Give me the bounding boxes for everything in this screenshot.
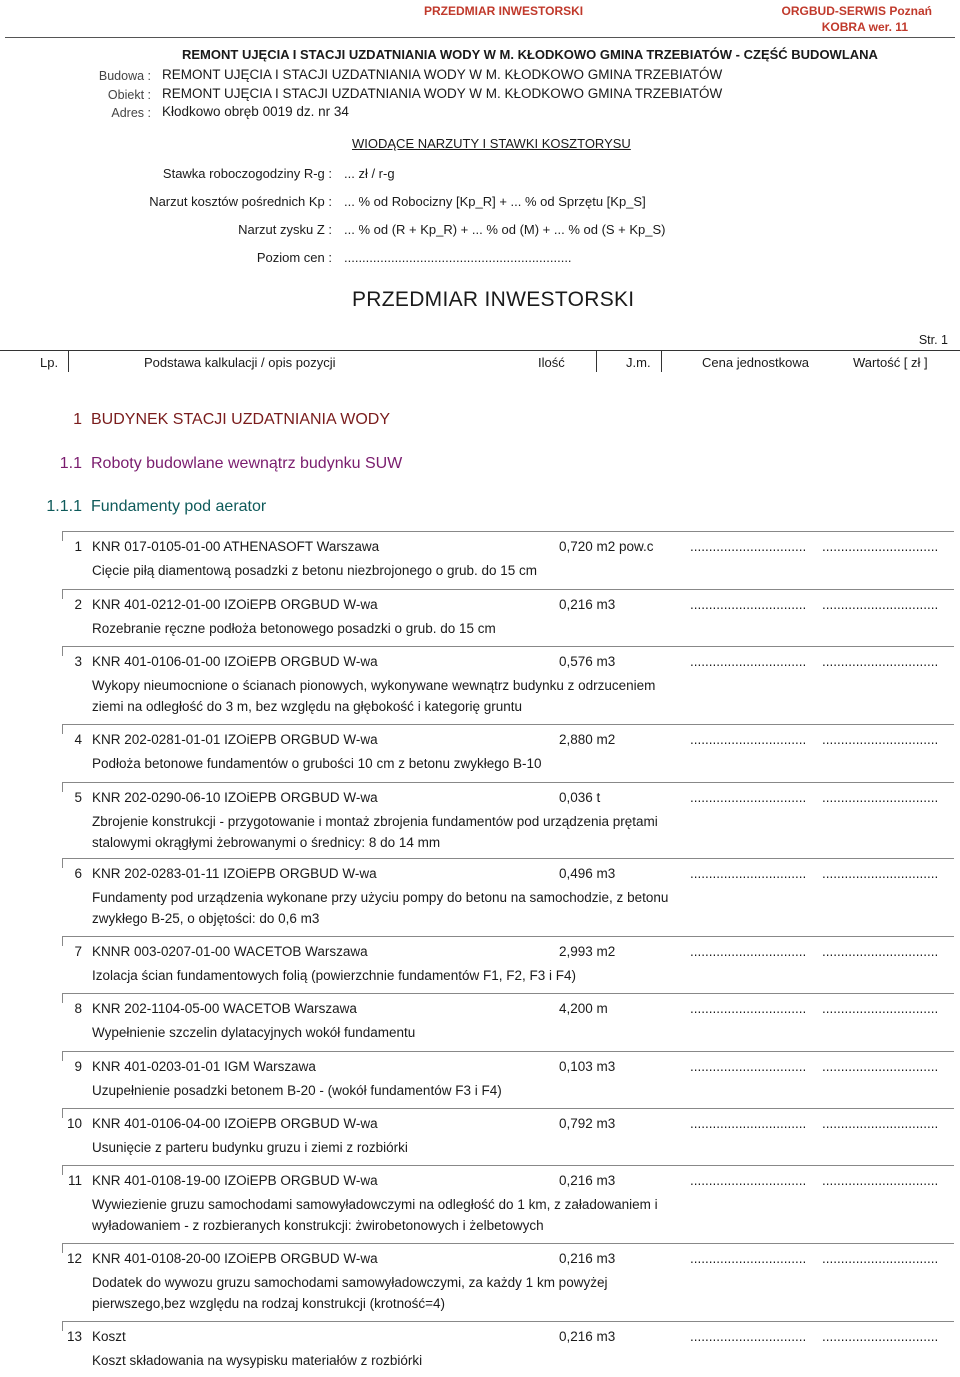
item-description: ziemi na odległość do 3 m, bez względu na głębokość i kategorię gruntu (92, 699, 523, 714)
rates-heading: WIODĄCE NARZUTY I STAWKI KOSZTORYSU (352, 136, 631, 151)
obiekt-label: Obiekt : (107, 88, 151, 102)
item-separator (62, 1051, 954, 1052)
item-quantity: 0,496 m3 (559, 866, 616, 881)
item-unit-price: ............................... (690, 654, 807, 669)
item-quantity: 4,200 m (559, 1001, 608, 1016)
header-divider (5, 37, 955, 38)
adres-label: Adres : (111, 106, 151, 120)
col-qty: Ilość (538, 355, 565, 370)
item-code: KNR 401-0203-01-01 IGM Warszawa (92, 1059, 316, 1074)
item-unit-price: ............................... (690, 866, 807, 881)
document-title: REMONT UJĘCIA I STACJI UZDATNIANIA WODY W M. KŁODKOWO GMINA TRZEBIATÓW - CZĘŚĆ BUDOWLANA (182, 47, 878, 62)
obiekt-value: REMONT UJĘCIA I STACJI UZDATNIANIA WODY W M. KŁODKOWO GMINA TRZEBIATÓW (162, 86, 723, 101)
company-name: ORGBUD-SERWIS Poznań (781, 4, 932, 18)
item-number: 4 (74, 732, 82, 747)
item-quantity: 0,216 m3 (559, 597, 616, 612)
item-value: ............................... (822, 1116, 939, 1131)
item-code: KNR 401-0106-04-00 IZOiEPB ORGBUD W-wa (92, 1116, 378, 1131)
item-code: KNR 017-0105-01-00 ATHENASOFT Warszawa (92, 539, 380, 554)
item-separator (62, 724, 954, 725)
item-value: ............................... (822, 539, 939, 554)
item-value: ............................... (822, 597, 939, 612)
item-description: Wywiezienie gruzu samochodami samowyładowczymi na odległość do 1 km, z załadowaniem i (92, 1197, 658, 1212)
item-separator (62, 1108, 954, 1109)
item-description: Usunięcie z parteru budynku gruzu i ziemi z rozbiórki (92, 1140, 408, 1155)
rate-kp-label: Narzut kosztów pośrednich Kp : (149, 194, 332, 209)
item-code: KNR 401-0212-01-00 IZOiEPB ORGBUD W-wa (92, 597, 378, 612)
item-separator (62, 858, 954, 859)
item-unit-price: ............................... (690, 1116, 807, 1131)
item-description: Rozebranie ręczne podłoża betonowego posadzki o grub. do 15 cm (92, 621, 496, 636)
item-quantity: 0,216 m3 (559, 1173, 616, 1188)
item-quantity: 0,720 m2 pow.c (559, 539, 654, 554)
item-quantity: 2,880 m2 (559, 732, 616, 747)
item-description: Zbrojenie konstrukcji - przygotowanie i montaż zbrojenia fundamentów pod urządzenia prętami (92, 814, 658, 829)
main-title: PRZEDMIAR INWESTORSKI (352, 288, 635, 311)
item-description: Koszt składowania na wysypisku materiałów z rozbiórki (92, 1353, 423, 1368)
rate-rg-value: ... zł / r-g (344, 166, 395, 181)
item-description: Podłoża betonowe fundamentów o grubości 10 cm z betonu zwykłego B-10 (92, 756, 542, 771)
col-basis: Podstawa kalkulacji / opis pozycji (144, 355, 336, 370)
item-number: 1 (74, 539, 82, 554)
col-value: Wartość [ zł ] (853, 355, 928, 370)
price-level-label: Poziom cen : (256, 250, 332, 265)
item-value: ............................... (822, 866, 939, 881)
item-unit-price: ............................... (690, 790, 807, 805)
item-unit-price: ............................... (690, 1251, 807, 1266)
item-code: KNR 202-0290-06-10 IZOiEPB ORGBUD W-wa (92, 790, 378, 805)
item-value: ............................... (822, 1251, 939, 1266)
item-description: Wypełnienie szczelin dylatacyjnych wokół fundamentu (92, 1025, 416, 1040)
item-separator (62, 936, 954, 937)
item-value: ............................... (822, 1329, 939, 1344)
item-value: ............................... (822, 732, 939, 747)
item-description: Izolacja ścian fundamentowych folią (powierzchnie fundamentów F1, F2, F3 i F4) (92, 968, 576, 983)
item-separator (62, 1321, 954, 1322)
item-separator (62, 589, 954, 590)
item-unit-price: ............................... (690, 1059, 807, 1074)
rate-z-label: Narzut zysku Z : (238, 222, 332, 237)
item-unit-price: ............................... (690, 732, 807, 747)
rate-kp-value: ... % od Robocizny [Kp_R] + ... % od Sprzętu [Kp_S] (344, 194, 646, 209)
item-number: 7 (74, 944, 82, 959)
item-number: 9 (74, 1059, 82, 1074)
item-quantity: 2,993 m2 (559, 944, 616, 959)
section-1-number: 1 (73, 411, 82, 428)
item-code: KNR 401-0108-20-00 IZOiEPB ORGBUD W-wa (92, 1251, 378, 1266)
item-description: Fundamenty pod urządzenia wykonane przy użyciu pompy do betonu na samochodzie, z betonu (92, 890, 669, 905)
item-value: ............................... (822, 654, 939, 669)
item-quantity: 0,216 m3 (559, 1329, 616, 1344)
doc-type-header: PRZEDMIAR INWESTORSKI (424, 4, 584, 18)
item-number: 13 (66, 1329, 82, 1344)
item-unit-price: ............................... (690, 597, 807, 612)
item-quantity: 0,576 m3 (559, 654, 616, 669)
budowa-label: Budowa : (98, 69, 151, 83)
item-unit-price: ............................... (690, 1173, 807, 1188)
item-number: 3 (74, 654, 82, 669)
col-lp: Lp. (40, 355, 59, 370)
item-value: ............................... (822, 790, 939, 805)
section-3-number: 1.1.1 (46, 498, 82, 515)
col-divider (661, 350, 662, 372)
rate-z-value: ... % od (R + Kp_R) + ... % od (M) + ... % od (S + Kp_S) (344, 222, 666, 237)
item-number: 11 (67, 1173, 82, 1188)
item-separator (62, 993, 954, 994)
item-quantity: 0,792 m3 (559, 1116, 616, 1131)
item-description: wyładowaniem - z rozbieranych konstrukcji: żwirobetonowych i żelbetowych (92, 1218, 544, 1233)
item-quantity: 0,216 m3 (559, 1251, 616, 1266)
item-code: KNNR 003-0207-01-00 WACETOB Warszawa (92, 944, 368, 959)
item-separator (62, 1165, 954, 1166)
item-value: ............................... (822, 1001, 939, 1016)
rate-rg-label: Stawka roboczogodziny R-g : (162, 166, 332, 181)
item-separator (62, 646, 954, 647)
col-unit-price: Cena jednostkowa (702, 355, 809, 370)
section-2-title: Roboty budowlane wewnątrz budynku SUW (91, 455, 403, 472)
item-description: Wykopy nieumocnione o ścianach pionowych, wykonywane wewnątrz budynku z odrzuceniem (92, 678, 656, 693)
item-code: KNR 202-1104-05-00 WACETOB Warszawa (92, 1001, 357, 1016)
adres-value: Kłodkowo obręb 0019 dz. nr 34 (162, 104, 349, 119)
page-number: Str. 1 (918, 333, 948, 347)
item-description: Uzupełnienie posadzki betonem B-20 - (wokół fundamentów F3 i F4) (92, 1083, 502, 1098)
item-number: 2 (74, 597, 82, 612)
item-code: Koszt (92, 1329, 126, 1344)
item-code: KNR 401-0108-19-00 IZOiEPB ORGBUD W-wa (92, 1173, 378, 1188)
budowa-value: REMONT UJĘCIA I STACJI UZDATNIANIA WODY W M. KŁODKOWO GMINA TRZEBIATÓW (162, 67, 723, 82)
item-value: ............................... (822, 1059, 939, 1074)
item-number: 10 (66, 1116, 82, 1131)
item-unit-price: ............................... (690, 539, 807, 554)
item-description: stalowymi okrągłymi żebrowanymi o średnicy: 8 do 14 mm (92, 835, 441, 850)
item-value: ............................... (822, 1173, 939, 1188)
col-divider (68, 350, 69, 372)
item-unit-price: ............................... (690, 1329, 807, 1344)
item-value: ............................... (822, 944, 939, 959)
version-label: KOBRA wer. 11 (821, 20, 908, 34)
item-separator (62, 531, 954, 532)
item-quantity: 0,036 t (559, 790, 601, 805)
item-description: Dodatek do wywozu gruzu samochodami samowyładowczymi, za każdy 1 km powyżej (92, 1275, 608, 1290)
item-unit-price: ............................... (690, 1001, 807, 1016)
section-1-title: BUDYNEK STACJI UZDATNIANIA WODY (91, 411, 390, 428)
item-code: KNR 202-0281-01-01 IZOiEPB ORGBUD W-wa (92, 732, 378, 747)
table-top-rule (0, 350, 960, 351)
price-level-value: ............................................................... (344, 250, 572, 265)
item-number: 6 (74, 866, 82, 881)
item-code: KNR 401-0106-01-00 IZOiEPB ORGBUD W-wa (92, 654, 378, 669)
item-separator (62, 782, 954, 783)
item-code: KNR 202-0283-01-11 IZOiEPB ORGBUD W-wa (92, 866, 377, 881)
item-description: pierwszego,bez względu na rodzaj konstrukcji (krotność=4) (92, 1296, 446, 1311)
item-unit-price: ............................... (690, 944, 807, 959)
item-description: Cięcie piłą diamentową posadzki z betonu niezbrojonego o grub. do 15 cm (92, 563, 538, 578)
section-3-title: Fundamenty pod aerator (91, 498, 267, 515)
item-number: 8 (74, 1001, 82, 1016)
col-unit: J.m. (626, 355, 651, 370)
item-number: 5 (74, 790, 82, 805)
section-2-number: 1.1 (59, 455, 82, 472)
item-quantity: 0,103 m3 (559, 1059, 616, 1074)
col-divider (596, 350, 597, 372)
item-description: zwykłego B-25, o objętości: do 0,6 m3 (92, 911, 320, 926)
item-separator (62, 1243, 954, 1244)
item-number: 12 (66, 1251, 82, 1266)
